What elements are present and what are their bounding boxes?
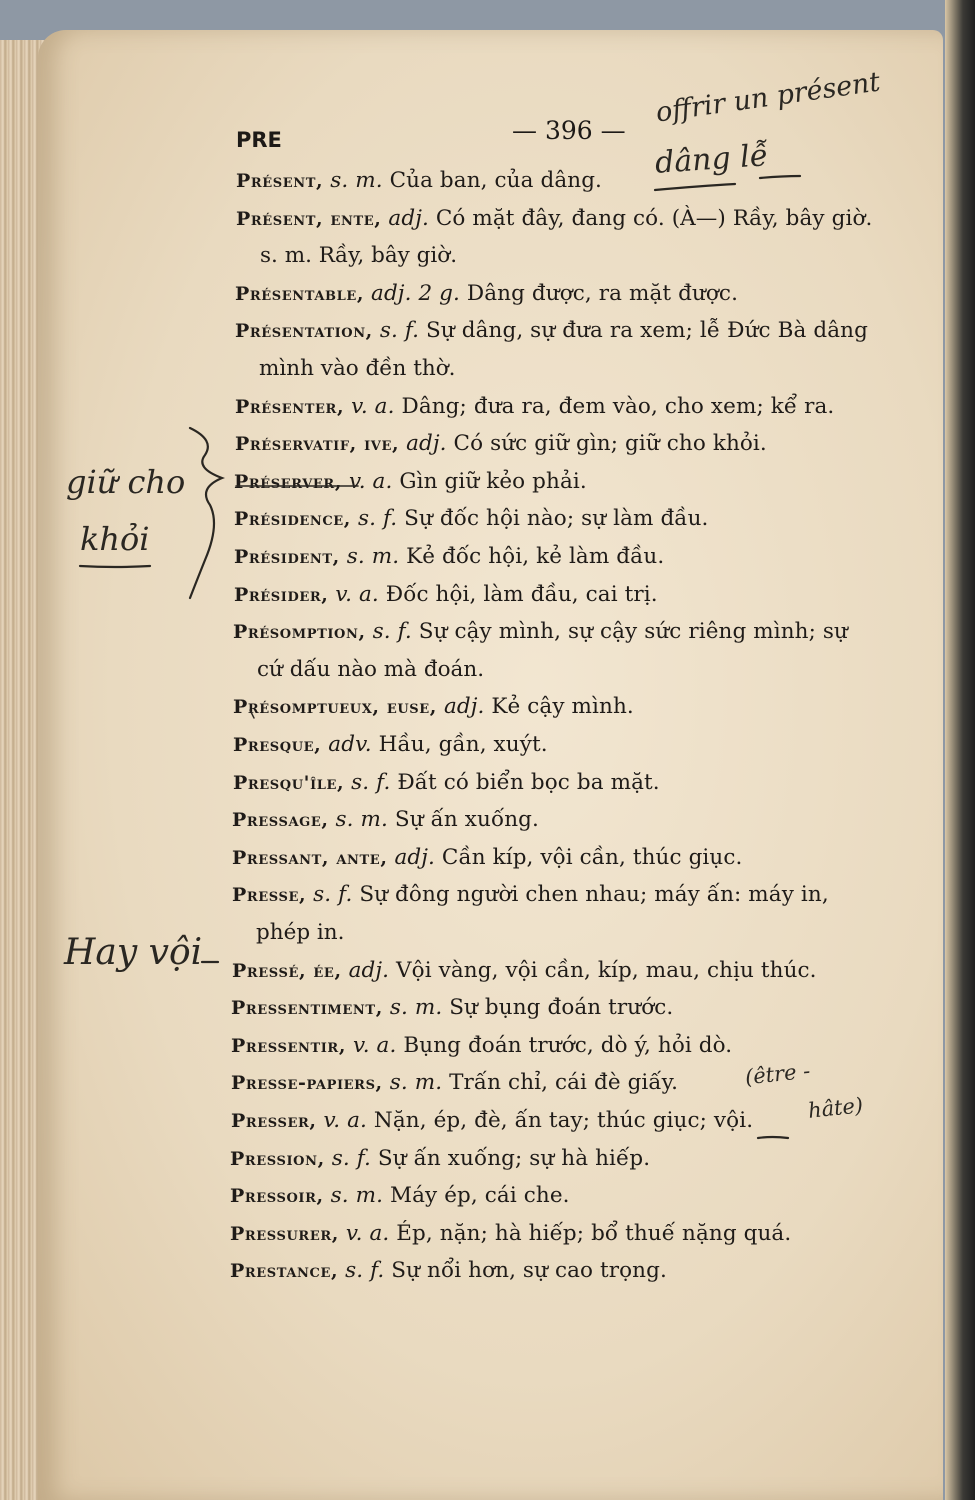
entry-headword: Préservatif, ive,: [235, 433, 400, 456]
entry-grammar: s. f.: [338, 1258, 385, 1284]
entry-grammar: s. m.: [323, 1183, 384, 1209]
entry-headword: Pressé, ée,: [232, 959, 342, 982]
entry-continuation: cứ dấu nào mà đoán.: [257, 656, 485, 682]
entry-grammar: s. m.: [382, 995, 443, 1021]
entry-definition: Của ban, của dâng.: [382, 168, 602, 193]
entry-grammar: adj.: [381, 205, 429, 231]
annotation-hay-voi: Hay vội: [64, 932, 203, 973]
entry-grammar: s. m.: [339, 544, 400, 569]
entry-grammar: adj.: [437, 694, 485, 720]
entry-headword: Presque,: [233, 734, 322, 756]
entry-headword: Présomptueux, euse,: [233, 696, 438, 719]
entry-headword: Presser,: [231, 1110, 317, 1132]
entry-grammar: s. f.: [344, 769, 391, 795]
entry-headword: Prestance,: [230, 1260, 339, 1283]
entry-definition: Sự dâng, sự đưa ra xem; lễ Đức Bà dâng: [419, 318, 868, 344]
entry-headword: Presse-papiers,: [231, 1072, 383, 1095]
entry-grammar: adj. 2 g.: [364, 280, 460, 306]
entry-headword: Présentable,: [235, 282, 365, 305]
annotation-dang-le: dâng lễ: [653, 138, 770, 181]
entry-headword: Pressant, ante,: [232, 846, 388, 869]
entry-grammar: v. a.: [328, 581, 379, 607]
entry-definition: Dâng; đưa ra, đem vào, cho xem; kể ra.: [394, 393, 835, 419]
entry-headword: Presse,: [232, 884, 307, 907]
entry-headword: Présidence,: [234, 508, 352, 531]
entry-grammar: adj.: [399, 431, 447, 457]
page-number: — 396 —: [512, 116, 626, 145]
entry-definition: Vội vàng, vội cần, kíp, mau, chịu thúc.: [389, 957, 817, 983]
entry-grammar: adj.: [387, 844, 435, 870]
entry-grammar: s. f.: [324, 1145, 371, 1171]
entry-headword: Pressentir,: [231, 1034, 347, 1057]
entry-definition: Gìn giữ kẻo phải.: [392, 468, 587, 494]
entry-definition: Kẻ cậy mình.: [484, 694, 634, 720]
entry-grammar: s. f.: [372, 318, 420, 344]
entry-headword: Pressentiment,: [231, 997, 383, 1020]
entry-grammar: adj.: [341, 957, 390, 983]
page-header-letters: PRE: [236, 128, 282, 152]
entry-continuation: s. m. Rầy, bây giờ.: [260, 243, 458, 269]
entry-headword: Présentation,: [235, 320, 373, 343]
entry-definition: Sự bụng đoán trước.: [442, 995, 674, 1021]
entry-headword: Présent, ente,: [236, 207, 382, 230]
entry-definition: Sự cậy mình, sự cậy sức riêng mình; sự: [411, 619, 848, 645]
entry-definition: Nặn, ép, đè, ấn tay; thúc giục; vội.: [366, 1108, 754, 1133]
entry-grammar: s. m.: [328, 807, 388, 833]
entry-headword: Pressoir,: [230, 1185, 324, 1208]
entry-grammar: v. a.: [344, 393, 395, 419]
entry-grammar: s. f.: [306, 882, 353, 908]
entry-grammar: s. m.: [323, 168, 383, 193]
entry-headword: Pressage,: [232, 809, 329, 832]
entry-grammar: s. f.: [351, 506, 398, 532]
entry-definition: Có mặt đây, đang có. (À—) Rầy, bây giờ.: [428, 205, 873, 231]
entry-headword: Présent,: [236, 170, 324, 192]
entry-grammar: v. a.: [346, 1032, 397, 1058]
entry-continuation: mình vào đền thờ.: [259, 356, 456, 381]
entry-definition: Đốc hội, làm đầu, cai trị.: [378, 581, 658, 607]
entry-headword: Pression,: [230, 1147, 325, 1170]
entry-headword: Préserver,: [234, 470, 343, 493]
entry-definition: Hầu, gần, xuýt.: [371, 732, 548, 757]
entry-definition: Sự ấn xuống; sự hà hiếp.: [370, 1145, 651, 1171]
entry-definition: Bụng đoán trước, dò ý, hỏi dò.: [396, 1032, 733, 1058]
entry-headword: Présenter,: [235, 395, 345, 418]
annotation-top-right: offrir un présent: [653, 66, 883, 129]
entry-definition: Kẻ đốc hội, kẻ làm đầu.: [399, 544, 665, 569]
entry-definition: Máy ép, cái che.: [383, 1183, 570, 1209]
entry-headword: Présider,: [234, 583, 329, 606]
entry-definition: Sự ấn xuống.: [387, 807, 539, 833]
annotation-giu-cho: giữ cho: [66, 463, 186, 501]
entry-headword: Presqu'île,: [233, 771, 345, 794]
entry-continuation: phép in.: [256, 920, 345, 945]
annotation-hate: hâte): [806, 1093, 865, 1123]
entry-definition: Trấn chỉ, cái đè giấy.: [442, 1070, 679, 1096]
entry-grammar: s. m.: [382, 1070, 443, 1096]
entry-headword: Pressurer,: [230, 1222, 339, 1245]
entry-definition: Ép, nặn; hà hiếp; bổ thuế nặng quá.: [389, 1220, 792, 1246]
entry-headword: Président,: [234, 546, 340, 568]
entry-grammar: v. a.: [342, 468, 393, 494]
annotation-etre: (être -: [743, 1058, 812, 1090]
entry-definition: Sự đốc hội nào; sự làm đầu.: [397, 506, 709, 532]
entry-headword: Présomption,: [233, 621, 366, 644]
entry-definition: Có sức giữ gìn; giữ cho khỏi.: [446, 431, 767, 457]
entry-grammar: v. a.: [316, 1108, 367, 1133]
entry-definition: Sự nổi hơn, sự cao trọng.: [384, 1258, 667, 1284]
annotation-khoi: khỏi: [80, 520, 150, 558]
entry-grammar: s. f.: [365, 619, 412, 645]
entry-definition: Sự đông người chen nhau; máy ấn: máy in,: [352, 882, 829, 908]
entry-grammar: v. a.: [338, 1220, 390, 1246]
entry-grammar: adv.: [321, 732, 372, 757]
entry-definition: Dâng được, ra mặt được.: [459, 280, 739, 306]
entry-definition: Đất có biển bọc ba mặt.: [390, 769, 660, 795]
entry-definition: Cần kíp, vội cần, thúc giục.: [434, 844, 743, 870]
